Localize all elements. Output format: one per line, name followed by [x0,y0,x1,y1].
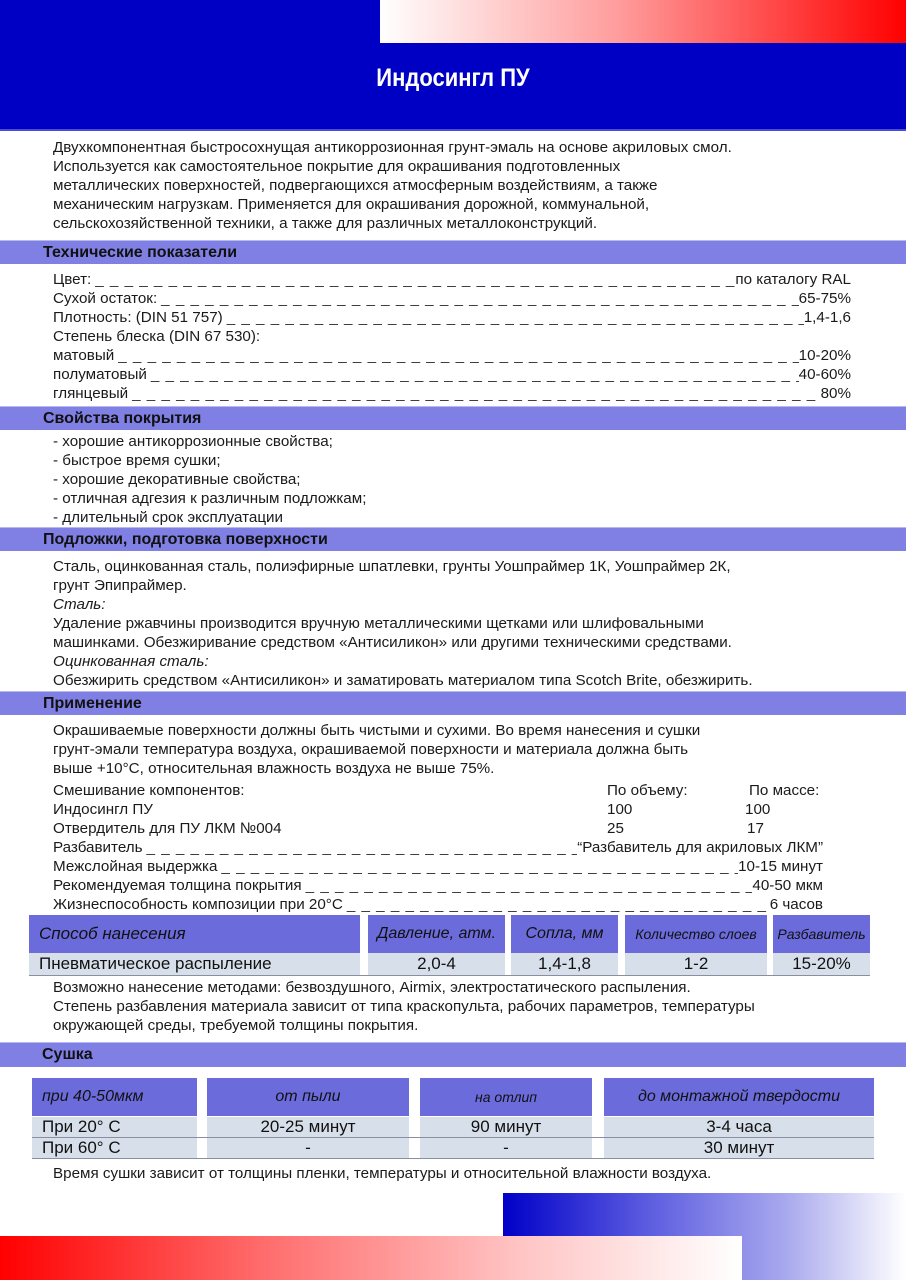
page-title: Индосингл ПУ [376,64,530,92]
spec-label: Сухой остаток: [53,290,158,307]
drying-bottom-rule [32,1158,874,1159]
dotted-leader [217,857,738,876]
spec-label: полуматовый [53,366,147,383]
param-label: Рекомендуемая толщина покрытия [53,877,302,894]
spec-value: 40-60% [798,366,851,383]
application-note: Степень разбавления материала зависит от типа краскопульта, рабочих параметров, температуры [53,998,755,1015]
table-cell-thinner: 15-20% [773,953,870,975]
param-value: 40-50 мкм [752,877,823,894]
substrate-line: грунт Эпипраймер. [53,577,187,594]
section-title: Сушка [42,1046,93,1063]
param-row [53,857,823,876]
application-note: окружающей среды, требуемой толщины покрытия. [53,1017,419,1034]
section-header-drying [0,1042,906,1067]
section-header-properties [0,406,906,430]
drying-cell: 30 минут [604,1138,874,1158]
property-item: - быстрое время сушки; [53,452,221,469]
spec-row [53,308,851,327]
drying-cell: 90 минут [420,1117,592,1137]
drying-cell: 20-25 минут [207,1117,409,1137]
dotted-leader [157,289,798,308]
section-header-substrates [0,527,906,551]
param-value: 6 часов [769,896,823,913]
table-header-method: Способ нанесения [29,915,360,953]
spec-value: 1,4-1,6 [803,309,851,326]
mixing-volume: 100 [607,801,633,818]
section-header-tech [0,240,906,264]
mixing-col-mass: По массе: [749,782,820,799]
dotted-leader [128,384,820,403]
intro-line: механическим нагрузкам. Применяется для окрашивания дорожной, коммунальной, [53,196,650,213]
property-item: - хорошие антикоррозионные свойства; [53,433,333,450]
spec-row [53,289,851,308]
drying-header-dust: от пыли [207,1078,409,1116]
spec-row [53,384,851,403]
footer-red-gradient [0,1236,742,1280]
param-value: “Разбавитель для акриловых ЛКМ” [577,839,823,856]
section-title: Свойства покрытия [43,410,202,427]
drying-header-thickness: при 40-50мкм [32,1078,197,1116]
spec-label: Плотность: (DIN 51 757) [53,309,223,326]
intro-line: сельскохозяйственной техники, а также для различных металлоконструкций. [53,215,598,232]
param-row [53,895,823,914]
drying-cell: При 60° С [32,1138,197,1158]
drying-note: Время сушки зависит от толщины пленки, температуры и относительной влажности воздуха. [53,1165,712,1182]
table-cell-coats: 1-2 [625,953,767,975]
application-line: грунт-эмали температура воздуха, окрашиваемой поверхности и материала должна быть [53,741,689,758]
application-note: Возможно нанесение методами: безвоздушного, Airmix, электростатического распыления. [53,979,691,996]
param-row [53,876,823,895]
param-row [53,838,823,857]
property-item: - отличная адгезия к различным подложкам; [53,490,367,507]
spec-value: 65-75% [798,290,851,307]
dotted-leader [343,895,770,914]
drying-header-tack: на отлип [420,1078,592,1116]
property-item: - хорошие декоративные свойства; [53,471,301,488]
mixing-mass: 100 [745,801,771,818]
gloss-heading: Степень блеска (DIN 67 530): [53,328,261,345]
steel-line: машинками. Обезжиривание средством «Антисиликон» или другими техническими средствами. [53,634,732,651]
spec-row [53,346,851,365]
table-cell-nozzle: 1,4-1,8 [511,953,618,975]
table-header-pressure: Давление, атм. [368,915,505,953]
section-title: Технические показатели [43,244,238,261]
param-label: Разбавитель [53,839,143,856]
intro-line: Двухкомпонентная быстросохнущая антикоррозионная грунт-эмаль на основе акриловых смол. [53,139,732,156]
header-gradient-stripe [380,0,906,43]
property-item: - длительный срок эксплуатации [53,509,284,526]
spec-value: 10-20% [798,347,851,364]
spec-value: 80% [820,385,851,402]
application-line: выше +10°С, относительная влажность воздуха не выше 75%. [53,760,495,777]
steel-label: Сталь: [53,596,106,613]
steel-line: Удаление ржавчины производится вручную металлическими щетками или шлифовальными [53,615,704,632]
drying-cell: - [420,1138,592,1158]
spec-label: матовый [53,347,115,364]
dotted-leader [223,308,804,327]
spec-value: по каталогу RAL [735,271,851,288]
galvanized-line: Обезжирить средством «Антисиликон» и заматировать материалом типа Scotch Brite, обезжирить. [53,672,753,689]
dotted-leader [114,346,798,365]
drying-cell: При 20° С [32,1117,197,1137]
intro-line: Используется как самостоятельное покрытие для окрашивания подготовленных [53,158,621,175]
header-divider [0,129,906,131]
mixing-component: Индосингл ПУ [53,801,153,818]
mixing-col-volume: По объему: [607,782,688,799]
drying-cell: - [207,1138,409,1158]
spec-label: Цвет: [53,271,92,288]
intro-line: металлических поверхностей, подвергающихся атмосферным воздействиям, а также [53,177,658,194]
mixing-label: Смешивание компонентов: [53,782,245,799]
spec-row [53,365,851,384]
dotted-leader [302,876,753,895]
mixing-mass: 17 [747,820,764,837]
galvanized-label: Оцинкованная сталь: [53,653,209,670]
spec-label: глянцевый [53,385,129,402]
table-header-nozzle: Сопла, мм [511,915,618,953]
substrate-line: Сталь, оцинкованная сталь, полиэфирные шпатлевки, грунты Уошпраймер 1К, Уошпраймер 2К, [53,558,731,575]
param-label: Межслойная выдержка [53,858,218,875]
param-label: Жизнеспособность композиции при 20°С [53,896,343,913]
dotted-leader [91,270,735,289]
table-header-coats: Количество слоев [625,915,767,953]
drying-cell: 3-4 часа [604,1117,874,1137]
application-line: Окрашиваемые поверхности должны быть чистыми и сухими. Во время нанесения и сушки [53,722,701,739]
section-title: Применение [43,695,142,712]
dotted-leader [147,365,799,384]
table-bottom-rule [29,975,870,976]
param-value: 10-15 минут [738,858,823,875]
section-title: Подложки, подготовка поверхности [43,531,328,548]
dotted-leader [143,838,578,857]
mixing-volume: 25 [607,820,624,837]
table-header-thinner: Разбавитель [773,915,870,953]
drying-header-hardness: до монтажной твердости [604,1078,874,1116]
table-cell-method: Пневматическое распыление [29,953,360,975]
table-cell-pressure: 2,0-4 [368,953,505,975]
section-header-application [0,691,906,715]
spec-row [53,270,851,289]
mixing-component: Отвердитель для ПУ ЛКМ №004 [53,820,282,837]
